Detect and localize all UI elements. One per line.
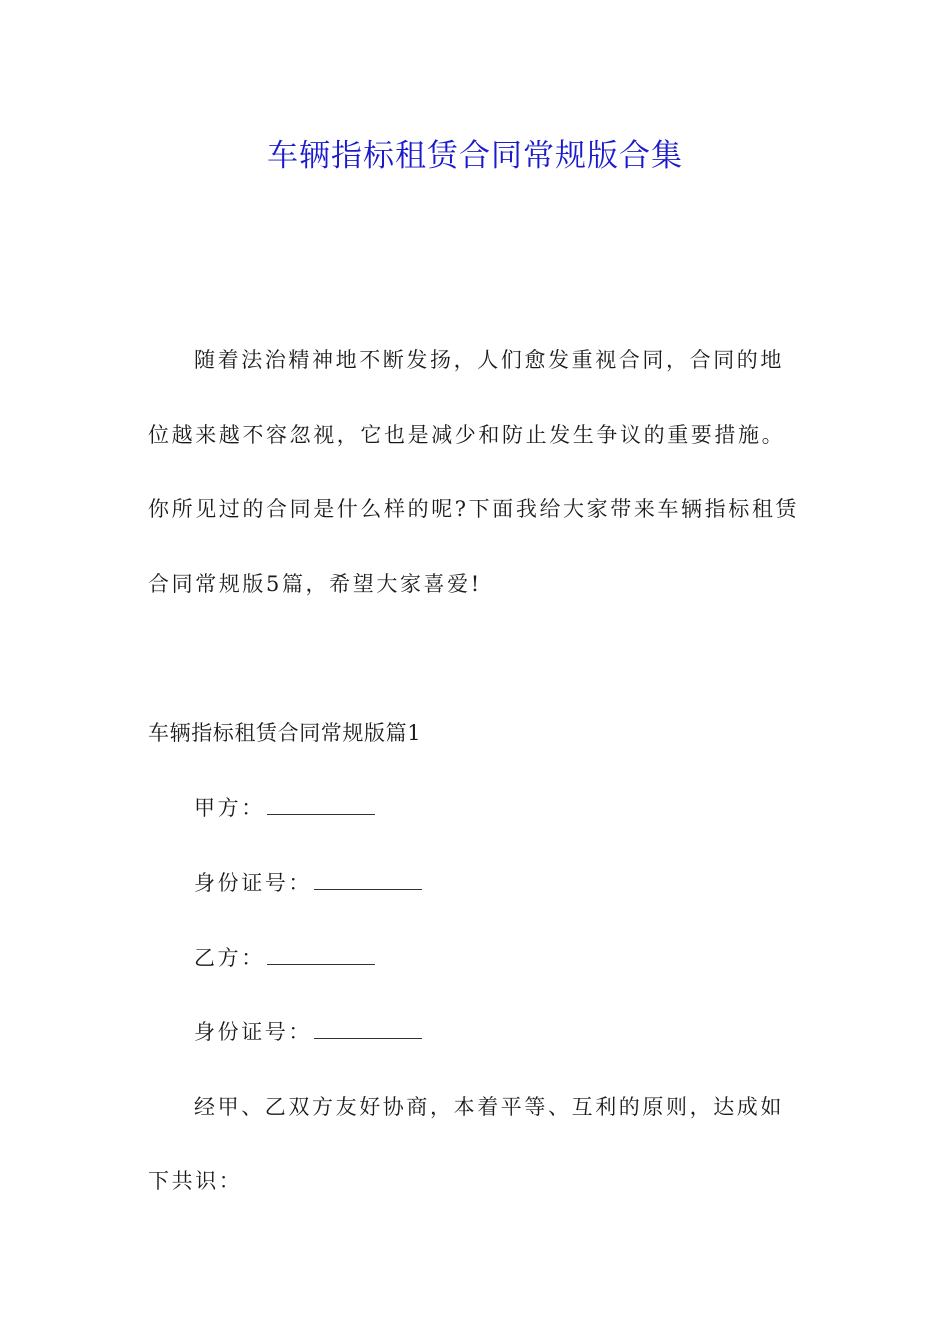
section-heading: 车辆指标租赁合同常规版篇1 — [148, 721, 422, 745]
agreement-line-1: 经甲、乙双方友好协商，本着平等、互利的原则，达成如 — [194, 1095, 784, 1119]
id-a-field — [194, 868, 854, 898]
party-b-blank — [267, 946, 375, 965]
intro-line-2: 位越来越不容忽视，它也是减少和防止发生争议的重要措施。 — [148, 423, 786, 447]
party-a-label: 甲方： — [194, 796, 265, 820]
party-a-field — [194, 793, 854, 823]
id-a-blank — [314, 871, 422, 890]
intro-line-1: 随着法治精神地不断发扬，人们愈发重视合同，合同的地 — [194, 348, 784, 372]
agreement-line-2: 下共识： — [148, 1169, 243, 1193]
id-a-label: 身份证号： — [194, 871, 312, 895]
intro-line-4: 合同常规版5篇，希望大家喜爱! — [148, 572, 482, 596]
party-b-label: 乙方： — [194, 946, 265, 970]
id-b-blank — [314, 1020, 422, 1039]
party-b-field — [194, 943, 854, 973]
id-b-field — [194, 1017, 854, 1047]
document-title: 车辆指标租赁合同常规版合集 — [267, 138, 683, 174]
party-a-blank — [267, 796, 375, 815]
intro-line-3: 你所见过的合同是什么样的呢?下面我给大家带来车辆指标租赁 — [148, 497, 800, 521]
id-b-label: 身份证号： — [194, 1020, 312, 1044]
